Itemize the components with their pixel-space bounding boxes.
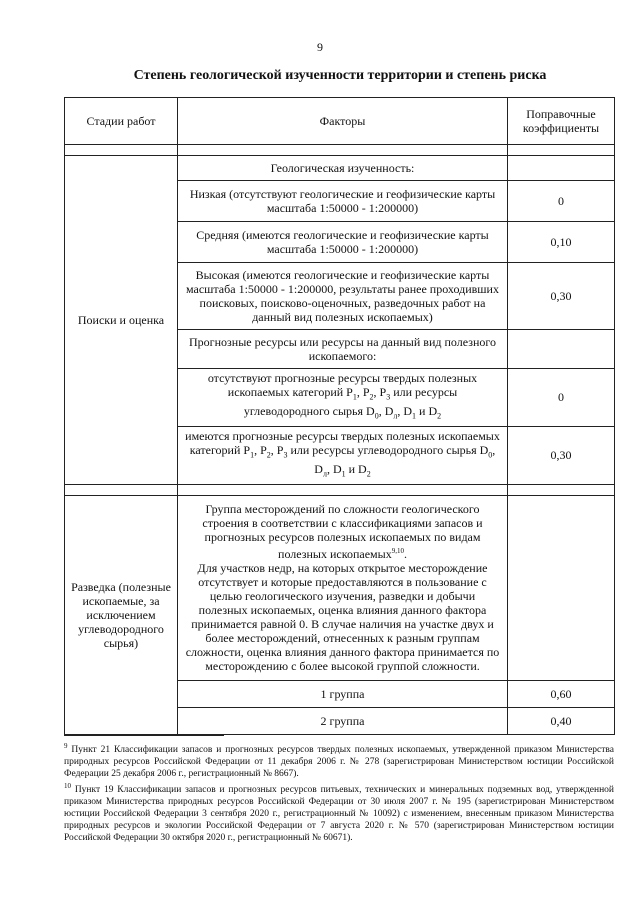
footnote-9: $^9$ Пункт 21 Классификации запасов и прогнозных ресурсов твердых полезных ископаемых, утвержденной приказом Министерства природных ресурсов Российской Федерации от 11 декабря 2006 г. № 278 (зарегистрирован Министерством юстиции Российской Федерации 25 декабря 2006 г., регистрационный № 8667). <box>64 742 614 780</box>
coef-low: 0 <box>508 181 615 222</box>
footnote-separator <box>64 735 224 736</box>
factor-medium: Средняя (имеются геологические и геофизические карты масштаба 1:50000 - 1:200000) <box>178 222 508 263</box>
table-gap-row <box>65 484 615 495</box>
factor-resources-present: имеются прогнозные ресурсы твердых полезных ископаемых категорий $P_1$, $P_2$, $P_3$ или ресурсы углеводородного сырья $D_0$, $D_л$, $D_1$ и $D_2$ <box>178 426 508 484</box>
coef-resources-absent: 0 <box>508 369 615 427</box>
factor-low: Низкая (отсутствуют геологические и геофизические карты масштаба 1:50000 - 1:200000) <box>178 181 508 222</box>
table-header-row <box>65 98 615 145</box>
empty-cell <box>508 330 615 369</box>
table-gap-row <box>65 145 615 156</box>
header-factors: Факторы <box>178 98 508 145</box>
group-1: 1 группа <box>178 680 508 707</box>
group-forecast-resources: Прогнозные ресурсы или ресурсы на данный вид полезного ископаемого: <box>178 330 508 369</box>
footnotes <box>64 740 614 844</box>
stage-search-evaluation: Поиски и оценка <box>65 156 178 485</box>
stage-exploration: Разведка (полезные ископаемые, за исключением углеводородного сырья) <box>65 495 178 734</box>
group-geological-study: Геологическая изученность: <box>178 156 508 181</box>
risk-table <box>64 97 615 735</box>
table-row <box>65 156 615 181</box>
coef-high: 0,30 <box>508 263 615 330</box>
coef-group-2: 0,40 <box>508 707 615 734</box>
coef-resources-present: 0,30 <box>508 426 615 484</box>
page-number: 9 <box>317 40 323 54</box>
header-coefficients: Поправочные коэффициенты <box>508 98 615 145</box>
coef-group-1: 0,60 <box>508 680 615 707</box>
page-title: Степень геологической изученности территории и степень риска <box>133 68 547 83</box>
factor-high: Высокая (имеются геологические и геофизические карты масштаба 1:50000 - 1:200000, результаты ранее проходивших поисковых, поисково-оценочных, разведочных работ на данный вид полезных ископаемых) <box>178 263 508 330</box>
table-row <box>65 495 615 680</box>
group-2: 2 группа <box>178 707 508 734</box>
empty-cell <box>508 156 615 181</box>
factor-resources-absent: отсутствуют прогнозные ресурсы твердых полезных ископаемых категорий $P_1$, $P_2$, $P_3$ или ресурсы углеводородного сырья $D_0$, $D_л$, $D_1$ и $D_2$ <box>178 369 508 427</box>
empty-cell <box>508 495 615 680</box>
header-stages: Стадии работ <box>65 98 178 145</box>
coef-medium: 0,10 <box>508 222 615 263</box>
footnote-10: $^{10}$ Пункт 19 Классификации запасов и прогнозных ресурсов питьевых, технических и минеральных подземных вод, утвержденной приказом Министерства природных ресурсов Российской Федерации от 30 июля 2007 г. № 195 (зарегистрирован Министерством юстиции Российской Федерации 3 сентября 2020 г., регистрационный № 10092) с изменением, внесенным приказом Министерства природных ресурсов и экологии Российской Федерации от 7 августа 2020 г. № 570 (зарегистрирован Министерством юстиции Российской Федерации 30 октября 2020 г., регистрационный № 60671). <box>64 782 614 844</box>
factor-deposit-complexity: Группа месторождений по сложности геологического строения в соответствии с классификациями запасов и прогнозных ресурсов полезных ископаемых по видам полезных ископаемых$^{9,10}$. Для участков недр, на которых открытое месторождение отсутствует и которые предоставляются в пользование с целью геологического изучения, разведки и добычи полезных ископаемых, оценка влияния данного фактора принимается равной 0. В случае наличия на участке двух и более месторождений, отнесенных к разным группам сложности, оценка влияния данного фактора принимается по месторождению с более высокой группой сложности. <box>178 495 508 680</box>
